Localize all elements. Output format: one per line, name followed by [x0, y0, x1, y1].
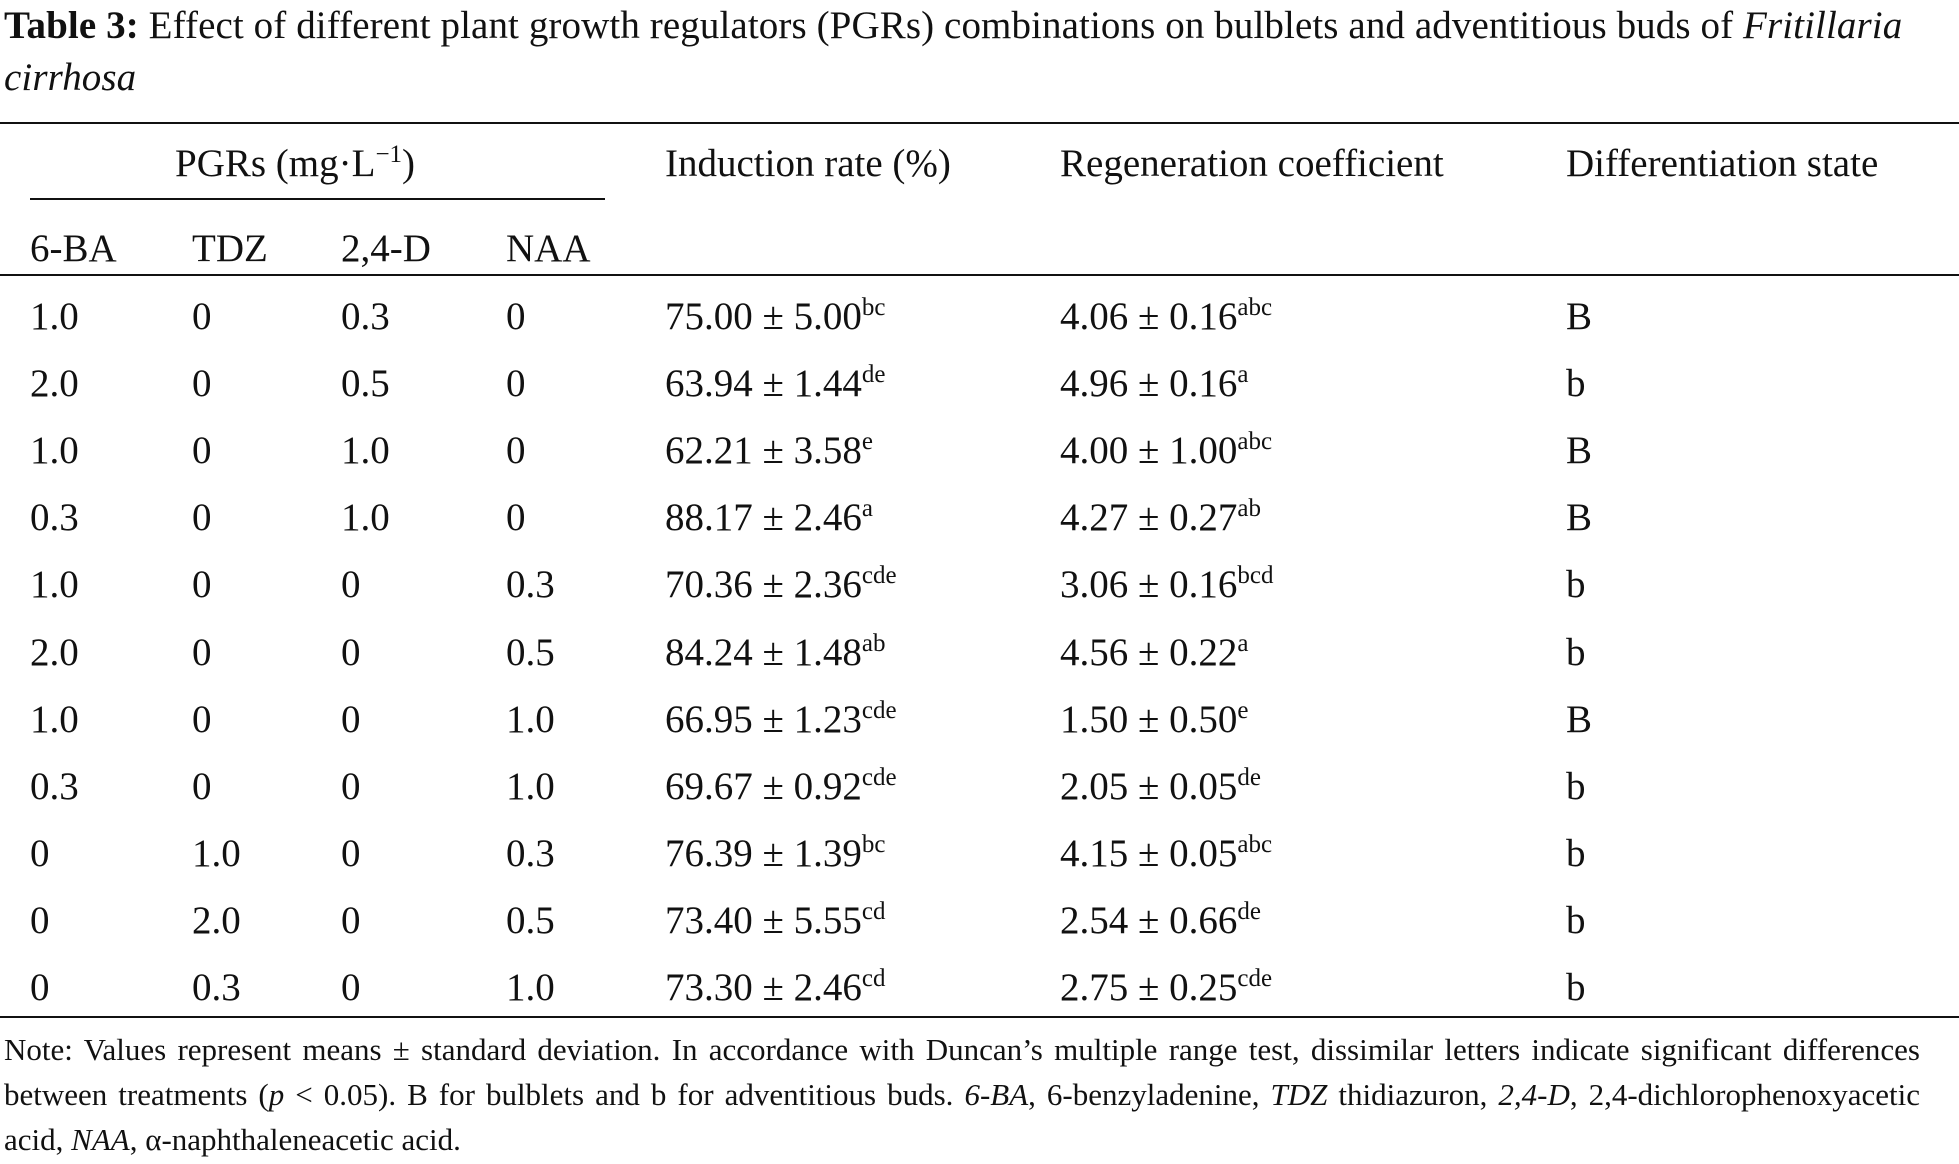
caption-text: Effect of different plant growth regulators (PGRs) combinations on bulblets and adventitious buds of — [148, 4, 1734, 47]
table-caption — [4, 0, 1954, 104]
cell-tdz: 0 — [192, 697, 212, 741]
cell-24d: 0 — [341, 966, 361, 1009]
cell-regeneration-coefficient: 4.27 ± 0.27$^{ab}$ — [1060, 495, 1262, 540]
header-6ba: 6-BA — [30, 227, 117, 270]
cell-naa: 1.0 — [506, 966, 555, 1009]
cell-induction-rate: 84.24 ± 1.48$^{ab}$ — [665, 629, 886, 674]
significance-letters: cd — [861, 897, 886, 925]
cell-tdz: 0.3 — [192, 966, 241, 1009]
cell-differentiation-state: b — [1566, 563, 1586, 607]
cell-regeneration-coefficient: 4.96 ± 0.16$^a$ — [1060, 361, 1249, 406]
cell-tdz: 0 — [192, 429, 212, 473]
header-24d: 2,4-D — [341, 227, 431, 270]
cell-differentiation-state: B — [1566, 496, 1593, 540]
cell-regeneration-coefficient: 4.56 ± 0.22$^a$ — [1060, 629, 1249, 674]
table-header-rule — [0, 274, 1959, 276]
cell-24d: 1.0 — [341, 496, 390, 540]
significance-letters: a — [1237, 629, 1249, 657]
note-p-symbol: p — [268, 1077, 285, 1112]
note-abbr-naa: NAA — [71, 1122, 130, 1157]
cell-induction-rate: 70.36 ± 2.36$^{cde}$ — [665, 562, 897, 607]
cell-regeneration-coefficient: 3.06 ± 0.16$^{bcd}$ — [1060, 562, 1274, 607]
significance-letters: ab — [1237, 495, 1262, 523]
cell-24d: 0 — [341, 563, 361, 607]
cell-naa: 1.0 — [506, 697, 555, 741]
significance-letters: bcd — [1237, 562, 1274, 590]
cell-6ba: 0.3 — [30, 764, 79, 808]
cell-tdz: 1.0 — [192, 831, 241, 875]
significance-letters: a — [861, 495, 874, 523]
note-abbr-6ba: 6-BA — [964, 1077, 1029, 1112]
cell-tdz: 0 — [192, 362, 212, 406]
cell-induction-rate: 88.17 ± 2.46$^a$ — [665, 495, 874, 540]
header-pgrs-group: PGRs $(mg\cdot L^{-1})$ — [175, 141, 416, 185]
cell-6ba: 1.0 — [30, 429, 79, 473]
significance-letters: cd — [861, 965, 886, 992]
table-label: Table 3: — [4, 4, 139, 47]
cell-24d: 0 — [341, 764, 361, 808]
note-abbr-24d: 2,4-D — [1498, 1077, 1570, 1112]
cell-differentiation-state: B — [1566, 429, 1593, 473]
cell-6ba: 0 — [30, 898, 50, 942]
cell-24d: 0 — [341, 630, 361, 674]
cell-induction-rate: 62.21 ± 3.58$^e$ — [665, 428, 874, 473]
header-differentiation-state: Differentiation state — [1566, 142, 1879, 185]
cell-6ba: 1.0 — [30, 295, 79, 338]
significance-letters: de — [1237, 897, 1262, 925]
significance-letters: abc — [1237, 428, 1273, 456]
cell-24d: 0.5 — [341, 362, 390, 406]
cell-tdz: 0 — [192, 295, 212, 338]
significance-letters: de — [861, 361, 886, 389]
cell-naa: 1.0 — [506, 764, 555, 808]
cell-naa: 0.3 — [506, 831, 555, 875]
cell-naa: 0.3 — [506, 563, 555, 607]
header-tdz: TDZ — [192, 227, 268, 270]
cell-6ba: 0.3 — [30, 496, 79, 540]
caption-species: Fritillaria cirrhosa — [4, 4, 1903, 99]
cell-6ba: 2.0 — [30, 362, 79, 406]
cell-naa: 0 — [506, 362, 526, 406]
cell-regeneration-coefficient: 1.50 ± 0.50$^e$ — [1060, 696, 1249, 741]
cell-tdz: 0 — [192, 496, 212, 540]
significance-letters: bc — [861, 294, 886, 321]
cell-regeneration-coefficient: 2.05 ± 0.05de — [1060, 763, 1262, 808]
cell-differentiation-state: b — [1566, 764, 1586, 808]
cell-regeneration-coefficient: 4.00 ± 1.00$^{abc}$ — [1060, 428, 1273, 473]
header-pgrs-exponent: −1 — [375, 141, 403, 168]
cell-tdz: 0 — [192, 563, 212, 607]
significance-letters: abc — [1237, 294, 1273, 321]
table-top-rule — [0, 122, 1959, 124]
pgrs-group-underline — [30, 198, 605, 200]
significance-letters: abc — [1237, 830, 1273, 858]
significance-letters: a — [1237, 361, 1249, 389]
cell-naa: 0.5 — [506, 630, 555, 674]
cell-24d: 1.0 — [341, 429, 390, 473]
cell-differentiation-state: b — [1566, 966, 1586, 1009]
cell-induction-rate: 63.94 ± 1.44de — [665, 361, 886, 406]
cell-24d: 0.3 — [341, 295, 390, 338]
cell-induction-rate: 69.67 ± 0.92$^{cde}$ — [665, 763, 897, 808]
cell-induction-rate: 75.00 ± 5.00$^{bc}$ — [665, 294, 886, 338]
note-abbr-tdz: TDZ — [1270, 1077, 1328, 1112]
significance-letters: e — [861, 428, 874, 456]
significance-letters: cde — [861, 763, 897, 791]
cell-24d: 0 — [341, 898, 361, 942]
table-note: Note: Values represent means ± standard deviation. In accordance with Duncan’s multiple range test, dissimilar letters indicate significant differences between treatments (p < 0.05). B for bulblets and b for adventitious buds. 6-BA, 6-benzyladenine, TDZ thidiazuron, 2,4-D, 2,4-dichlorophenoxyacetic acid, NAA, α-naphthaleneacetic acid. — [4, 1032, 1921, 1157]
cell-differentiation-state: b — [1566, 898, 1586, 942]
cell-regeneration-coefficient: 4.15 ± 0.05$^{abc}$ — [1060, 830, 1273, 875]
cell-24d: 0 — [341, 831, 361, 875]
cell-24d: 0 — [341, 697, 361, 741]
significance-letters: cde — [861, 696, 897, 724]
cell-tdz: 0 — [192, 630, 212, 674]
header-regeneration-coefficient: Regeneration coefficient — [1060, 142, 1444, 185]
cell-6ba: 0 — [30, 966, 50, 1009]
cell-tdz: 0 — [192, 764, 212, 808]
significance-letters: de — [1237, 763, 1262, 791]
cell-naa: 0 — [506, 429, 526, 473]
cell-naa: 0 — [506, 496, 526, 540]
cell-6ba: 0 — [30, 831, 50, 875]
significance-letters: ab — [861, 629, 886, 657]
cell-differentiation-state: b — [1566, 362, 1586, 406]
cell-naa: 0.5 — [506, 898, 555, 942]
cell-regeneration-coefficient: 4.06 ± 0.16$^{abc}$ — [1060, 294, 1273, 338]
significance-letters: bc — [861, 830, 886, 858]
cell-differentiation-state: B — [1566, 295, 1593, 338]
cell-induction-rate: 76.39 ± 1.39$^{bc}$ — [665, 830, 886, 875]
cell-6ba: 1.0 — [30, 697, 79, 741]
significance-letters: cde — [1237, 965, 1273, 992]
cell-differentiation-state: b — [1566, 831, 1586, 875]
cell-regeneration-coefficient: 2.54 ± 0.66de — [1060, 897, 1262, 942]
cell-induction-rate: 66.95 ± 1.23$^{cde}$ — [665, 696, 897, 741]
cell-differentiation-state: b — [1566, 630, 1586, 674]
cell-regeneration-coefficient: 2.75 ± 0.25$^{cde}$ — [1060, 965, 1273, 1009]
cell-induction-rate: 73.30 ± 2.46$^{cd}$ — [665, 965, 886, 1009]
table-bottom-rule — [0, 1016, 1959, 1018]
cell-tdz: 2.0 — [192, 898, 241, 942]
significance-letters: cde — [861, 562, 897, 590]
cell-6ba: 1.0 — [30, 563, 79, 607]
cell-induction-rate: 73.40 ± 5.55$^{cd}$ — [665, 897, 886, 942]
header-naa: NAA — [506, 227, 591, 270]
cell-6ba: 2.0 — [30, 630, 79, 674]
header-induction-rate: Induction rate (%) — [665, 142, 951, 185]
cell-differentiation-state: B — [1566, 697, 1593, 741]
significance-letters: e — [1237, 696, 1249, 724]
cell-naa: 0 — [506, 295, 526, 338]
